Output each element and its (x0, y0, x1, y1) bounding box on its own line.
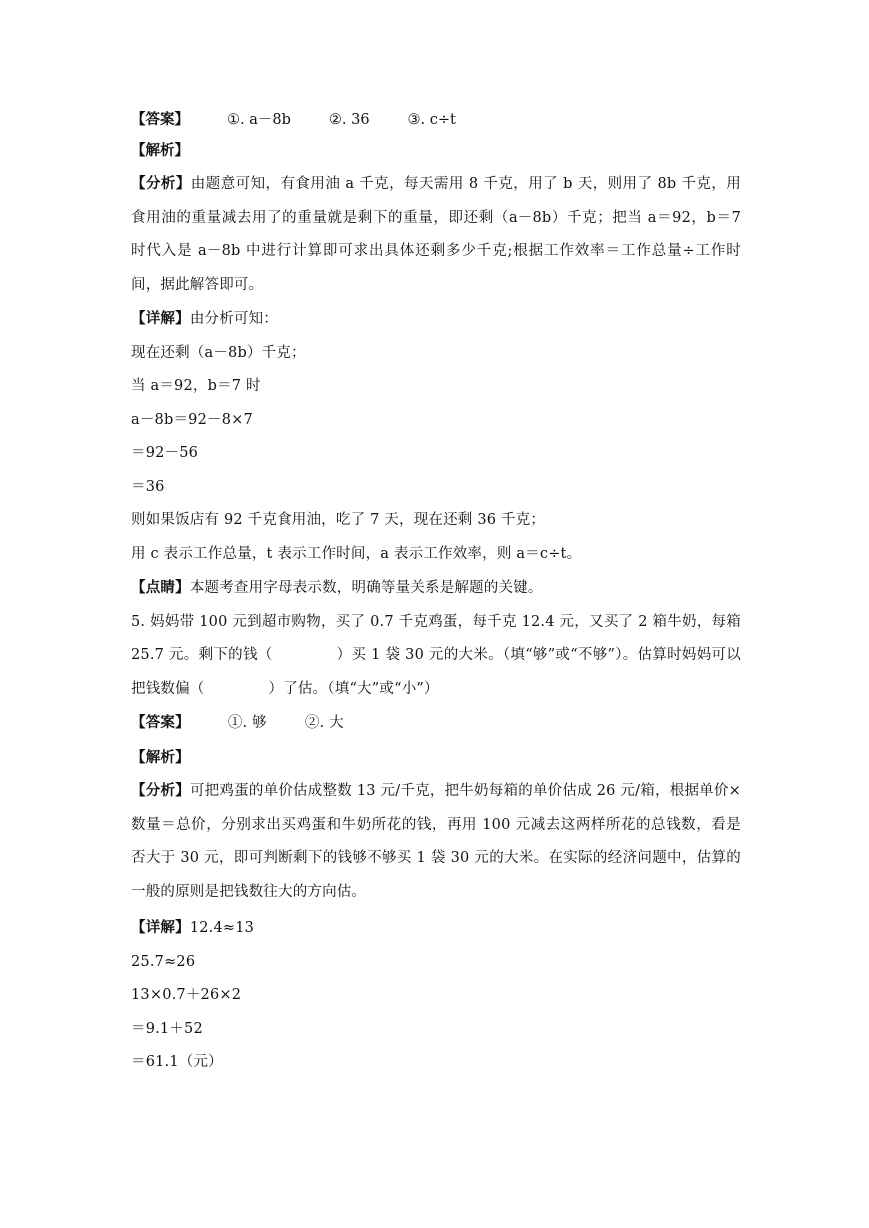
q5-step-1: 25.7≈26 (131, 953, 196, 970)
q4-answer-item-1: ①. a－8b (227, 112, 291, 128)
q5-question-part3: ）了估。（填“大”或“小”） (268, 680, 439, 697)
q4-xiangjie-label: 【详解】 (131, 310, 190, 327)
q5-step-2: 13×0.7＋26×2 (131, 987, 242, 1003)
q4-step-7: 用 c 表示工作总量，t 表示工作时间，a 表示工作效率，则 a＝c÷t。 (131, 545, 582, 562)
q5-xiangjie-first: 12.4≈13 (189, 920, 255, 936)
q5-answer-item-1: ①. 够 (227, 715, 267, 731)
q5-answer-line (131, 706, 741, 741)
q4-answer-item-3: ③. c÷t (407, 112, 456, 128)
q5-answer-label: 【答案】 (131, 714, 190, 731)
q4-step-2: 当 a＝92，b＝7 时 (131, 378, 261, 394)
q5-analysis-label: 【解析】 (131, 748, 190, 766)
q5-xiangjie-label: 【详解】 (131, 919, 190, 936)
q4-step-4: ＝92－56 (131, 445, 199, 461)
q4-step-1: 现在还剩（a－8b）千克； (131, 344, 306, 361)
q4-fenxi-paragraph (131, 167, 741, 302)
q5-fenxi-paragraph (131, 774, 741, 909)
q4-fenxi-label: 【分析】 (131, 175, 191, 192)
q4-step-6: 则如果饭店有 92 千克食用油，吃了 7 天，现在还剩 36 千克； (131, 512, 546, 528)
q4-fenxi-text: 由题意可知，有食用油 a 千克，每天需用 8 千克，用了 b 天，则用了 8b 千克，用食用油的重量减去用了的重量就是剩下的重量，即还剩（a－8b）千克；把当 a＝92，b＝7 时代入是 a－8b 中进行计算即可求出具体还剩多少千克;根据工作效率＝工作总量÷工作时间，据此解答即可。 (131, 176, 741, 293)
q4-answer-label: 【答案】 (131, 111, 189, 128)
q4-xiangjie-intro: 由分析可知： (189, 311, 279, 327)
q4-dianjing-line (131, 571, 741, 606)
q4-xiangjie-line (131, 302, 741, 337)
q4-answer-line (131, 109, 741, 131)
q4-step-5: ＝36 (131, 478, 165, 495)
q5-question (131, 606, 741, 707)
q5-question-part2: ）买 1 袋 30 元的大米。（填“够”或“不够”）。估算时妈妈可以把钱数偏（ (131, 647, 742, 697)
q5-step-3: ＝9.1＋52 (131, 1020, 203, 1037)
q4-dianjing-label: 【点睛】 (131, 579, 190, 596)
q4-step-3: a－8b＝92－8×7 (131, 411, 253, 428)
q5-step-4: ＝61.1（元） (131, 1054, 223, 1070)
q5-fenxi-text: 可把鸡蛋的单价估成整数 13 元/千克，把牛奶每箱的单价估成 26 元/箱，根据单价×数量＝总价，分别求出买鸡蛋和牛奶所花的钱，再用 100 元减去这两样所花的总钱数，看是否大于 30 元，即可判断剩下的钱够不够买 1 袋 30 元的大米。在实际的经济问题中，估算的一般的原则是把钱数往大的方向估。 (131, 783, 741, 900)
q5-answer-item-2: ②. 大 (304, 715, 344, 731)
document-content (131, 109, 741, 1080)
q4-answer-item-2: ②. 36 (328, 112, 370, 128)
q5-xiangjie-line (131, 911, 741, 946)
q4-analysis-label: 【解析】 (131, 142, 189, 159)
q5-fenxi-label: 【分析】 (131, 782, 190, 799)
q5-question-part1: 5. 妈妈带 100 元到超市购物，买了 0.7 千克鸡蛋，每千克 12.4 元，又买了 2 箱牛奶，每箱 25.7 元。剩下的钱（ (131, 613, 741, 663)
q4-dianjing-text: 本题考查用字母表示数，明确等量关系是解题的关键。 (189, 580, 543, 596)
